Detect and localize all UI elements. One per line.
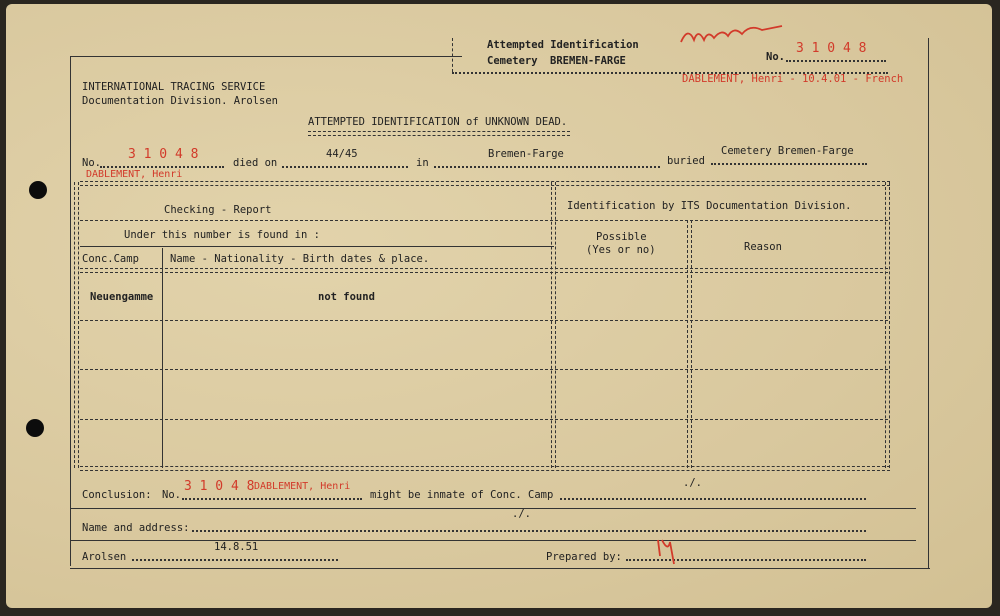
frame-left xyxy=(70,56,71,566)
col-camp-header: Conc.Camp xyxy=(82,253,139,265)
header-cemetery-value: BREMEN-FARGE xyxy=(550,55,626,67)
footer-bottom-rule xyxy=(70,568,930,569)
col-possible-line2: (Yes or no) xyxy=(586,244,656,256)
table-camp-divider xyxy=(162,248,163,468)
conclusion-rule xyxy=(70,508,916,509)
frame-top-line xyxy=(70,56,462,57)
table-colhead-divider xyxy=(80,268,888,273)
record-no-value: 3 1 0 4 8 xyxy=(128,147,199,162)
title-underline xyxy=(308,131,570,136)
header-line1: Attempted Identification xyxy=(487,39,639,51)
table-reason-divider xyxy=(687,220,692,468)
record-died-label: died on xyxy=(233,157,278,169)
name-address-value: ./. xyxy=(512,508,531,520)
punch-hole-bottom xyxy=(26,419,44,437)
record-in-label: in xyxy=(416,157,429,169)
page-title: ATTEMPTED IDENTIFICATION of UNKNOWN DEAD. xyxy=(308,116,568,128)
table-row-divider-2 xyxy=(80,369,888,370)
org-line1: INTERNATIONAL TRACING SERVICE xyxy=(82,81,266,93)
header-no-label: No. xyxy=(766,51,785,63)
header-no-value: 3 1 0 4 8 xyxy=(796,41,867,56)
prepared-by-signature xyxy=(652,530,688,566)
conclusion-name: DABLEMENT, Henri xyxy=(254,481,351,492)
conclusion-label: Conclusion: xyxy=(82,489,152,501)
record-died-dots xyxy=(282,166,408,168)
footer-date-dots xyxy=(132,559,338,561)
record-buried-value: Cemetery Bremen-Farge xyxy=(721,145,854,157)
name-address-label: Name and address: xyxy=(82,522,190,534)
col-name-header: Name - Nationality - Birth dates & place. xyxy=(170,253,430,265)
record-no-dots xyxy=(100,166,224,168)
handwritten-annotation-mark xyxy=(678,20,788,52)
punch-hole-top xyxy=(29,181,47,199)
row1-name: not found xyxy=(318,291,375,303)
org-line2: Documentation Division. Arolsen xyxy=(82,95,278,107)
conclusion-text: might be inmate of Conc. Camp xyxy=(370,489,554,501)
table-row-divider-3 xyxy=(80,419,888,420)
record-buried-label: buried xyxy=(667,155,705,167)
header-name-line: DABLEMENT, Henri - 10.4.01 - French xyxy=(682,73,904,85)
table-row-divider-1 xyxy=(80,320,888,321)
record-name: DABLEMENT, Henri xyxy=(86,169,183,180)
conclusion-no-label: No. xyxy=(162,489,181,501)
name-address-dots xyxy=(192,530,866,532)
identification-header: Identification by ITS Documentation Division. xyxy=(567,200,852,212)
record-buried-dots xyxy=(711,163,867,165)
footer-place: Arolsen xyxy=(82,551,127,563)
name-address-rule xyxy=(70,540,916,541)
col-reason: Reason xyxy=(744,241,782,253)
frame-right xyxy=(928,38,929,568)
record-in-dots xyxy=(434,166,660,168)
table-header-divider xyxy=(80,220,888,221)
header-box-left xyxy=(452,38,453,72)
found-in-underline xyxy=(80,246,554,247)
table-left-border xyxy=(74,182,79,468)
record-in-value: Bremen-Farge xyxy=(488,148,564,160)
record-died-value: 44/45 xyxy=(326,148,358,160)
row1-camp: Neuengamme xyxy=(90,291,154,303)
record-no-label: No. xyxy=(82,157,101,169)
col-possible-line1: Possible xyxy=(596,231,647,243)
prepared-by-label: Prepared by: xyxy=(546,551,622,563)
header-no-dots xyxy=(786,60,886,62)
conclusion-camp-dots xyxy=(560,498,866,500)
footer-date: 14.8.51 xyxy=(214,541,259,553)
table-bottom-border xyxy=(80,466,890,471)
conclusion-no-dots xyxy=(182,498,362,500)
conclusion-no-value: 3 1 0 4 8 xyxy=(184,479,255,494)
header-cemetery-label: Cemetery xyxy=(487,55,538,67)
table-right-border xyxy=(885,182,890,468)
found-in-label: Under this number is found in : xyxy=(124,229,320,241)
checking-report-header: Checking - Report xyxy=(164,204,272,216)
table-mid-divider xyxy=(551,182,556,468)
table-top-border xyxy=(80,181,890,186)
conclusion-value: ./. xyxy=(683,477,702,489)
